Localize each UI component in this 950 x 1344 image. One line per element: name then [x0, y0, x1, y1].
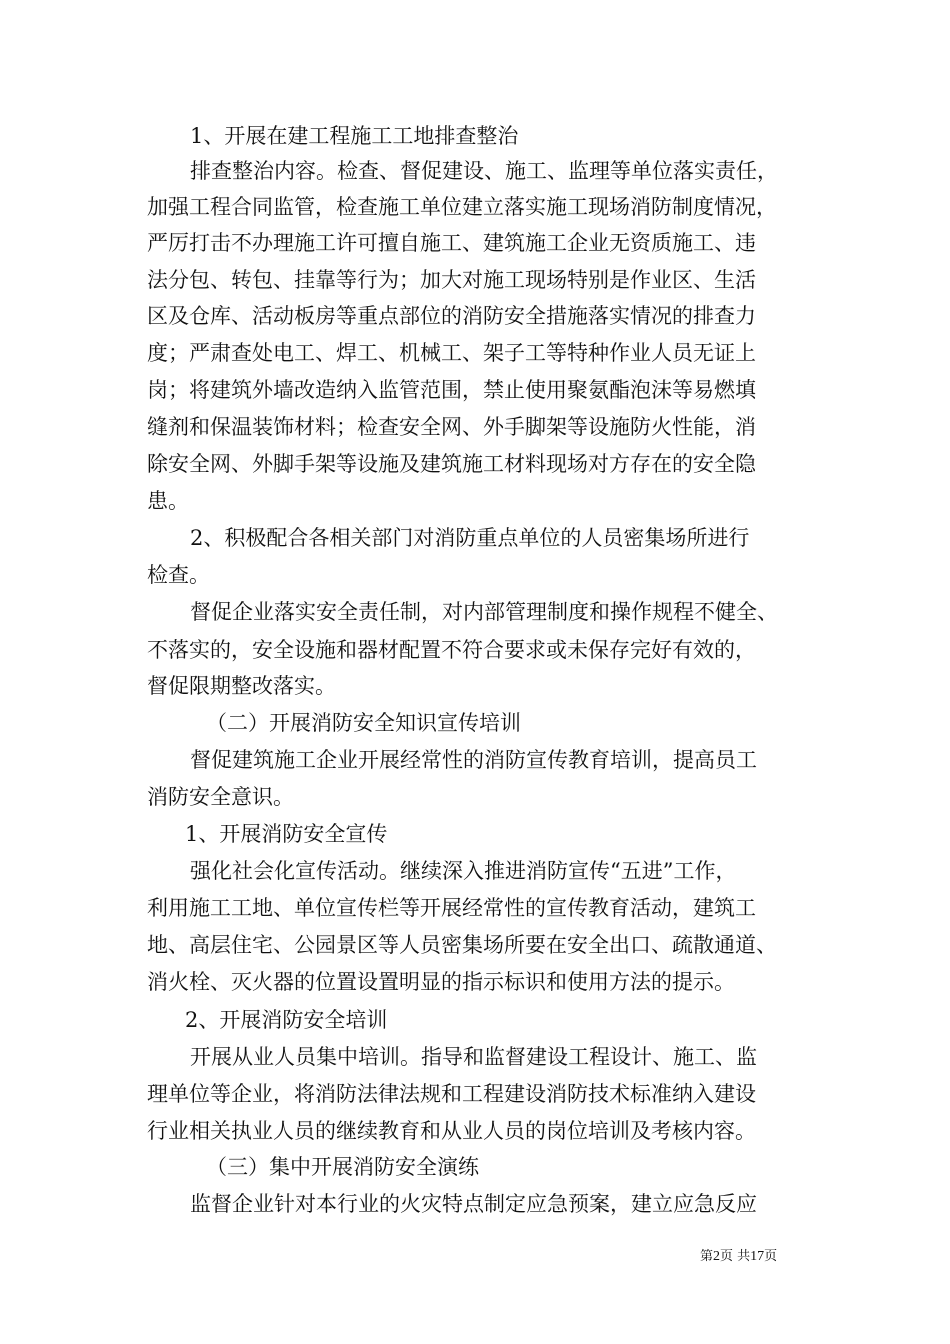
paragraph-line: 行业相关执业人员的继续教育和从业人员的岗位培训及考核内容。	[147, 1119, 756, 1143]
paragraph-line: 消火栓、灭火器的位置设置明显的指示标识和使用方法的提示。	[147, 970, 735, 994]
paragraph-line: 开展从业人员集中培训。指导和监督建设工程设计、施工、监	[190, 1045, 757, 1069]
paragraph-line: 督促建筑施工企业开展经常性的消防宣传教育培训，提高员工	[190, 748, 757, 772]
footer-total-pages: 17	[750, 1249, 765, 1264]
heading-1: 1、开展在建工程施工工地排查整治	[190, 124, 519, 148]
section-heading-3: （三）集中开展消防安全演练	[206, 1155, 479, 1179]
subheading: 2、开展消防安全培训	[185, 1008, 388, 1032]
heading-2: 2、积极配合各相关部门对消防重点单位的人员密集场所进行	[190, 526, 750, 550]
paragraph-line: 法分包、转包、挂靠等行为；加大对施工现场特别是作业区、生活	[147, 268, 756, 292]
paragraph-line: 排查整治内容。检查、督促建设、施工、监理等单位落实责任，	[190, 159, 778, 183]
paragraph-line: 不落实的，安全设施和器材配置不符合要求或未保存完好有效的，	[147, 638, 756, 662]
paragraph-line: 督促限期整改落实。	[147, 674, 336, 698]
footer-middle: 页 共	[720, 1249, 751, 1264]
paragraph-line: 度；严肃查处电工、焊工、机械工、架子工等特种作业人员无证上	[147, 341, 756, 365]
paragraph-line: 患。	[147, 489, 189, 513]
paragraph-line: 缝剂和保温装饰材料；检查安全网、外手脚架等设施防火性能，消	[147, 415, 756, 439]
footer-suffix: 页	[764, 1249, 778, 1264]
paragraph-line: 加强工程合同监管，检查施工单位建立落实施工现场消防制度情况，	[147, 195, 777, 219]
paragraph-line: 除安全网、外脚手架等设施及建筑施工材料现场对方存在的安全隐	[147, 452, 756, 476]
paragraph-line: 区及仓库、活动板房等重点部位的消防安全措施落实情况的排查力	[147, 304, 756, 328]
footer-prefix: 第	[700, 1249, 714, 1264]
paragraph-line: 检查。	[147, 563, 210, 587]
paragraph-line: 岗；将建筑外墙改造纳入监管范围，禁止使用聚氨酯泡沫等易燃填	[147, 378, 756, 402]
subheading: 1、开展消防安全宣传	[185, 822, 388, 846]
paragraph-line: 强化社会化宣传活动。继续深入推进消防宣传“五进”工作，	[190, 859, 737, 883]
paragraph-line: 督促企业落实安全责任制，对内部管理制度和操作规程不健全、	[190, 600, 778, 624]
paragraph-line: 理单位等企业，将消防法律法规和工程建设消防技术标准纳入建设	[147, 1082, 756, 1106]
paragraph-line: 严厉打击不办理施工许可擅自施工、建筑施工企业无资质施工、违	[147, 231, 756, 255]
paragraph-line: 利用施工工地、单位宣传栏等开展经常性的宣传教育活动，建筑工	[147, 896, 756, 920]
page-footer	[700, 1248, 777, 1266]
paragraph-line: 地、高层住宅、公园景区等人员密集场所要在安全出口、疏散通道、	[147, 933, 777, 957]
paragraph-line: 监督企业针对本行业的火灾特点制定应急预案，建立应急反应	[190, 1192, 757, 1216]
paragraph-line: 消防安全意识。	[147, 785, 294, 809]
section-heading-2: （二）开展消防安全知识宣传培训	[206, 711, 521, 735]
footer-page-number: 2	[713, 1249, 721, 1264]
